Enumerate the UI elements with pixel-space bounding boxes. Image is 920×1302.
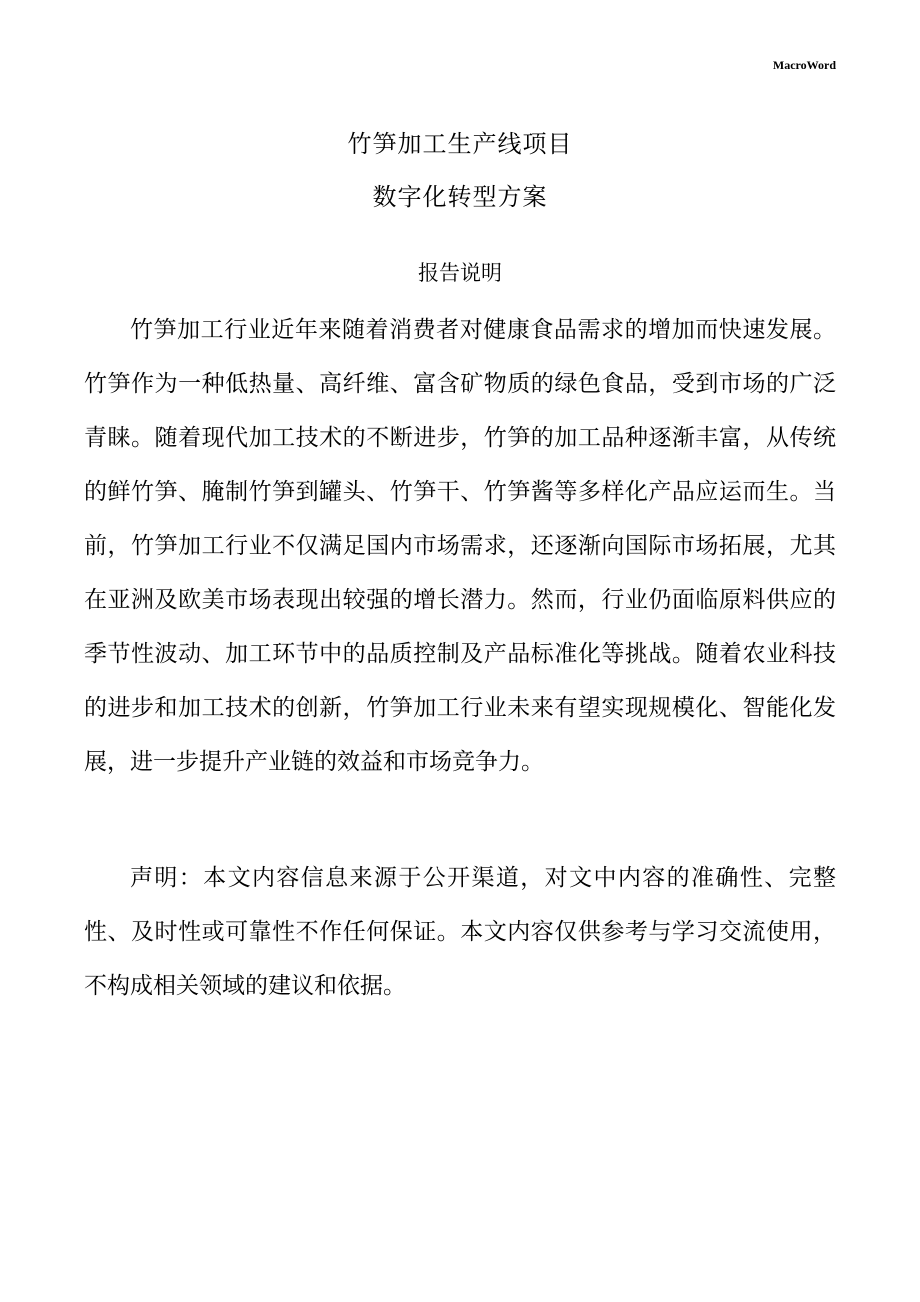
document-title-line1: 竹笋加工生产线项目 [347, 130, 573, 158]
section-heading: 报告说明 [418, 261, 502, 285]
body-paragraph: 竹笋加工行业近年来随着消费者对健康食品需求的增加而快速发展。竹笋作为一种低热量、高纤维、富含矿物质的绿色食品，受到市场的广泛青睐。随着现代加工技术的不断进步，竹笋的加工品种逐渐丰富，从传统的鲜竹笋、腌制竹笋到罐头、竹笋干、竹笋酱等多样化产品应运而生。当前，竹笋加工行业不仅满足国内市场需求，还逐渐向国际市场拓展，尤其在亚洲及欧美市场表现出较强的增长潜力。然而，行业仍面临原料供应的季节性波动、加工环节中的品质控制及产品标准化等挑战。随着农业科技的进步和加工技术的创新，竹笋加工行业未来有望实现规模化、智能化发展，进一步提升产业链的效益和市场竞争力。 [84, 317, 836, 775]
header-brand: MacroWord [772, 58, 836, 72]
disclaimer-paragraph: 声明：本文内容信息来源于公开渠道，对文中内容的准确性、完整性、及时性或可靠性不作任何保证。本文内容仅供参考与学习交流使用，不构成相关领域的建议和依据。 [84, 865, 836, 999]
document-title-line2: 数字化转型方案 [372, 183, 548, 211]
